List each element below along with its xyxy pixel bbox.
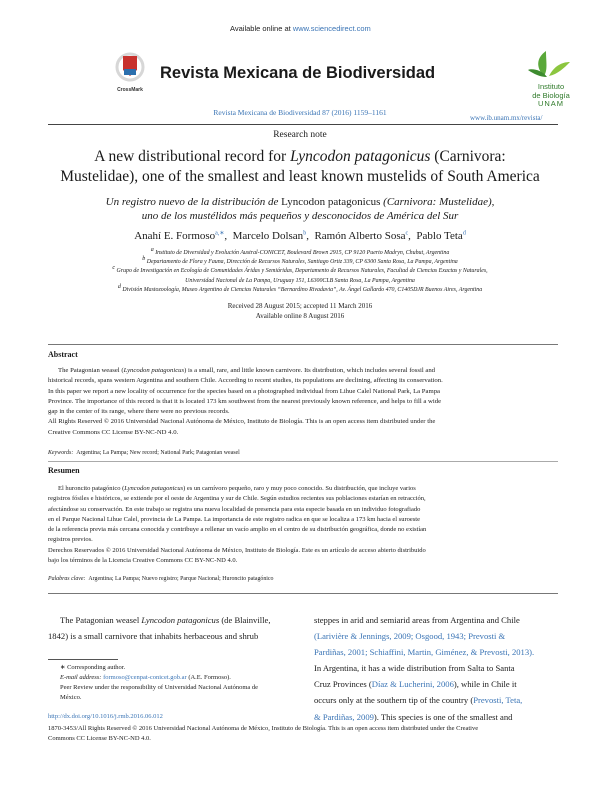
corresponding-note: ∗ Corresponding author. — [60, 664, 126, 671]
footnotes — [48, 663, 298, 703]
leaf-icon — [522, 48, 580, 78]
resumen-rights: bajo los términos de la Licencia Creative Commons CC BY-NC-ND 4.0. — [48, 557, 238, 565]
author-name[interactable]: Anahí E. Formoso — [134, 230, 216, 242]
citation-link[interactable]: Díaz & Lucherini, 2006 — [371, 679, 454, 690]
peer-review-note: Peer Review under the responsibility of Universidad Nacional Autónoma de — [60, 684, 259, 691]
article-type: Research note — [273, 130, 327, 140]
email-link[interactable]: formoso@cenpat-conicet.gob.ar — [103, 674, 187, 681]
abstract-rights: All Rights Reserved © 2016 Universidad Nacional Autónoma de México, Instituto de Biología. This is an open access item distributed under the — [48, 418, 436, 426]
abstract-top-rule — [48, 344, 558, 345]
palabras-clave: Palabras clave: Argentina; La Pampa; Nuevo registro; Parque Nacional; Huroncito patagónico — [48, 576, 274, 582]
body-line: steppes in arid and semiarid areas from Argentina and Chile — [314, 615, 520, 625]
author-name[interactable]: Ramón Alberto Sosa — [314, 230, 406, 242]
logo-text-line: Instituto — [537, 82, 565, 91]
logo-text-line: UNAM — [537, 99, 565, 108]
crossmark-label: CrossMark — [117, 87, 143, 93]
spanish-title: Un registro nuevo de la distribución de Lyncodon patagonicus (Carnivora: Mustelidae), uno de los mustélidos más pequeños y desconocidos de América del Sur — [105, 196, 495, 222]
body-line: In Argentina, it has a wide distribution from Salta to Santa — [314, 663, 515, 674]
affiliation-b: $^b$ Departamento de Flora y Fauna, Dirección de Recursos Naturales, Santiago Ortiz 339, CP 6300 Santa Rosa, La Pampa, Argentina — [142, 256, 458, 266]
footer-rights-line: Commons CC License BY-NC-ND 4.0. — [48, 734, 151, 742]
received-date: Received 28 August 2015; accepted 11 March 2016 — [227, 302, 373, 310]
body-left-column — [48, 612, 298, 644]
citation-link[interactable]: Prevosti, Teta, — [473, 695, 523, 706]
abstract-line: Province. The importance of this record is that it is located 173 km southwest from the nearest previously known reference, and helps to fill a wide — [48, 397, 442, 405]
author-name[interactable]: Pablo Teta — [416, 230, 463, 242]
body-line: The Patagonian weasel Lyncodon patagonicus (de Blainville, — [60, 615, 271, 625]
abstract-heading: Abstract — [48, 350, 78, 359]
keywords-rule — [48, 461, 558, 462]
email-note: E-mail address: formoso@cenpat-conicet.gob.ar (A.E. Formoso). — [60, 674, 231, 681]
resumen-line: afectándose su conservación. En este trabajo se registra una nueva localidad de presencia para esta especie basada en un individuo fotografiado — [48, 505, 421, 513]
abstract-body — [48, 366, 558, 438]
resumen-line: de la referencia previa más cercana conocida y contribuye a rellenar un vacío amplio en el centro de su distribución geográfica, donde no existían — [48, 526, 427, 534]
resumen-line: registros previos. — [48, 536, 93, 544]
affiliation-a: $^a$ Instituto de Diversidad y Evolución Austral-CONICET, Boulevard Brown 2915, CP 9120 Puerto Madryn, Chubut, Argentina — [150, 247, 450, 256]
resumen-rights: Derechos Reservados © 2016 Universidad Nacional Autónoma de México, Instituto de Biología. Este es un artículo de acceso abierto distribuido — [48, 546, 426, 554]
body-line: Cruz Provinces (Díaz & Lucherini, 2006), while in Chile it — [314, 679, 517, 690]
citation-link[interactable]: & Pardiñas, 2009 — [314, 711, 374, 722]
footnote-rule — [48, 659, 118, 660]
citation-link[interactable]: (Larivière & Jennings, 2009; Osgood, 1943; Prevosti & — [314, 631, 506, 642]
body-line: occurs only at the southern tip of the country (Prevosti, Teta, — [314, 695, 523, 706]
abstract-line: gap in the center of its range, where there were no previous records. — [48, 408, 230, 416]
author-list: Anahí E. Formoso$^{a,∗}$, Marcelo Dolsan$^b$, Ramón Alberto Sosa$^c$, Pablo Teta$^d$ — [134, 230, 466, 242]
crossmark-logo[interactable] — [113, 52, 147, 92]
body-line: & Pardiñas, 2009). This species is one of the smallest and — [314, 711, 513, 722]
body-right-column — [314, 612, 558, 725]
footer-rights — [48, 724, 568, 743]
affiliations — [30, 249, 570, 295]
resumen-line: registros fósiles e históricos, se extiende por el oeste de Argentina y sur de Chile. Según estudios recientes sus poblaciones estarían en retracción, — [48, 495, 426, 503]
affiliation-d: $^d$ División Mastozoología, Museo Argentino de Ciencias Naturales “Bernardino Rivadavia”, Av. Ángel Gallardo 470, C1405DJR Buenos Aires, Argentina — [117, 283, 483, 293]
sciencedirect-link[interactable]: www.sciencedirect.com — [292, 24, 371, 33]
keywords: Keywords: Argentina; La Pampa; New record; National Park; Patagonian weasel — [48, 450, 240, 456]
resumen-line: en el Parque Nacional Lihue Calel, provincia de La Pampa. La importancia de este registro radica en que se localiza a 173 km hacia el suroeste — [48, 515, 420, 523]
body-line: 1842) is a small carnivore that inhabits herbaceous and shrub — [48, 631, 259, 641]
citation-link[interactable]: Pardiñas, 2001; Schiaffini, Martin, Giménez, & Prevosti, 2013). — [314, 647, 535, 658]
footer-rights-line: 1870-3453/All Rights Reserved © 2016 Universidad Nacional Autónoma de México, Instituto de Biología. This is an open access item distributed under the Creative — [48, 725, 479, 732]
abstract-line: historical records, spans western Argentina and southern Chile. According to recent studies, its populations are declining, affecting its conservation. — [48, 377, 443, 385]
journal-name: Revista Mexicana de Biodiversidad — [160, 64, 436, 82]
resumen-body — [48, 484, 558, 566]
abstract-rights: Creative Commons CC License BY-NC-ND 4.0. — [48, 428, 179, 436]
crossmark-icon — [113, 52, 147, 82]
citation-line: Revista Mexicana de Biodiversidad 87 (2016) 1159–1161 — [213, 108, 387, 117]
article-title: A new distributional record for Lyncodon patagonicus (Carnivora: Mustelidae), one of the smallest and least known mustelids of South America — [60, 148, 540, 185]
author-name[interactable]: Marcelo Dolsan — [232, 230, 304, 242]
affiliation-c: $^c$ Grupo de Investigación en Ecología de Comunidades Áridas y Semiáridas, Departamento de Recursos Naturales, Facultad de Ciencias Exactas y Naturales, — [112, 265, 488, 275]
available-date: Available online 8 August 2016 — [255, 311, 345, 320]
available-online: Available online at www.sciencedirect.com — [230, 24, 371, 33]
institute-logo — [522, 48, 580, 108]
header-rule — [48, 124, 558, 125]
resumen-heading: Resumen — [48, 466, 80, 475]
journal-url[interactable]: www.ib.unam.mx/revista/ — [470, 114, 543, 122]
resumen-bottom-rule — [48, 593, 558, 594]
affiliation-c-cont: Universidad Nacional de La Pampa, Uruguay 151, L6300CLB Santa Rosa, La Pampa, Argentina — [185, 277, 415, 284]
peer-review-note: México. — [60, 694, 82, 701]
logo-text-line: de Biología — [532, 90, 570, 100]
abstract-line: In this paper we report a new locality of occurrence for the species based on a photographed individual from Lihue Calel National Park, La Pampa — [48, 387, 441, 395]
resumen-line: El huroncito patagónico (Lyncodon patagonicus) es un carnívoro pequeño, raro y muy poco conocido. Su distribución, que incluye varios — [58, 485, 416, 492]
doi-link[interactable]: http://dx.doi.org/10.1016/j.rmb.2016.06.012 — [48, 713, 163, 720]
abstract-line: The Patagonian weasel (Lyncodon patagonicus) is a small, rare, and little known carnivore. Its distribution, which includes several fossil and — [58, 367, 436, 374]
dates — [0, 302, 600, 321]
